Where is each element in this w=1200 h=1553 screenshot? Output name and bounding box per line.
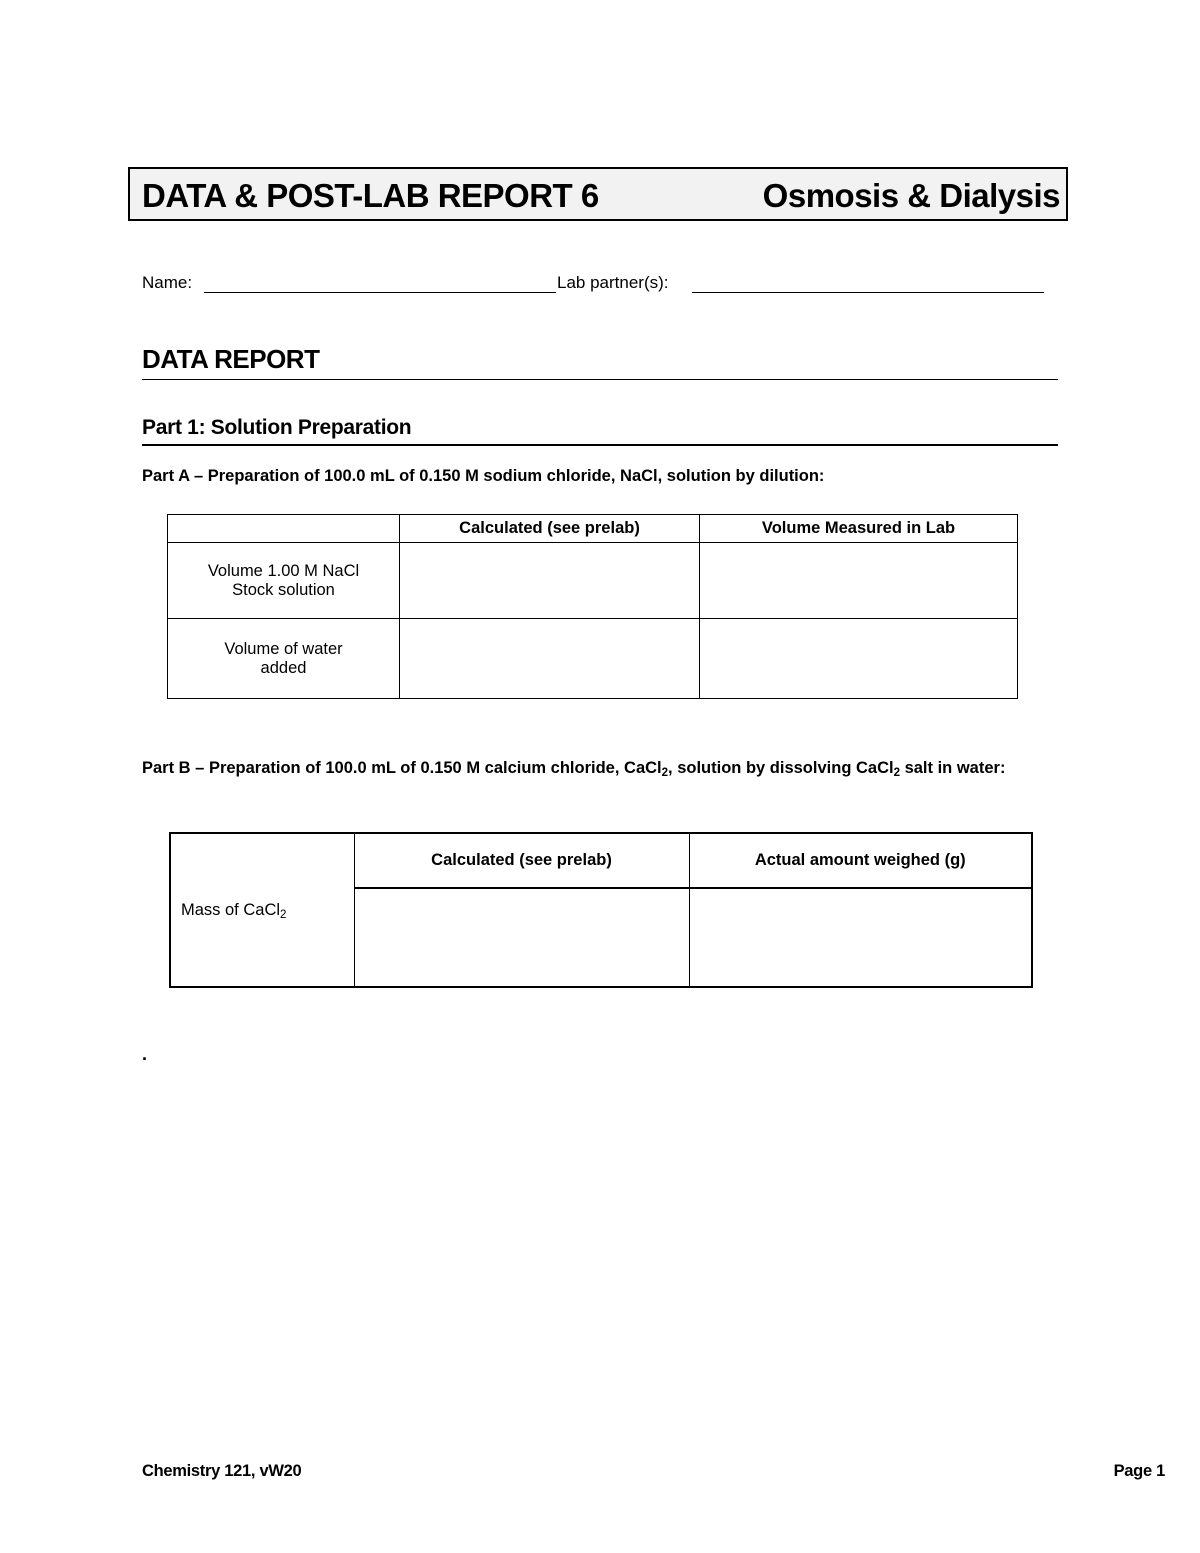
row-label-line: Stock solution (232, 580, 335, 599)
table-header-cell: Calculated (see prelab) (400, 515, 700, 543)
row-label-text: Mass of CaCl (181, 900, 281, 919)
calculated-water-volume-input[interactable] (400, 619, 700, 699)
partA-instruction: Part A – Preparation of 100.0 mL of 0.150 M sodium chloride, NaCl, solution by dilution: (142, 467, 825, 485)
part1-heading: Part 1: Solution Preparation (142, 416, 412, 439)
subscript: 2 (280, 908, 287, 921)
table-row (168, 543, 1018, 619)
partB-text: , solution by dissolving CaCl (668, 759, 894, 777)
row-label-line: Volume of water (224, 639, 343, 658)
footer-course: Chemistry 121, vW20 (142, 1462, 302, 1480)
table-header-cell: Calculated (see prelab) (354, 833, 689, 888)
name-field[interactable] (204, 292, 556, 293)
part1-rule (142, 444, 1058, 446)
measured-stock-volume-input[interactable] (700, 543, 1018, 619)
title-banner (128, 167, 1068, 221)
partner-label: Lab partner(s): (557, 273, 669, 292)
table-row (168, 619, 1018, 699)
partner-field[interactable] (692, 292, 1044, 293)
report-title: DATA & POST-LAB REPORT 6 (142, 177, 599, 214)
table-header-cell: Actual amount weighed (g) (689, 833, 1032, 888)
actual-mass-input[interactable] (689, 888, 1032, 987)
calculated-stock-volume-input[interactable] (400, 543, 700, 619)
subscript: 2 (893, 767, 900, 779)
table-header-row (168, 515, 1018, 543)
stray-mark: . (142, 1044, 148, 1064)
footer-page-number: Page 1 (1113, 1462, 1165, 1480)
calculated-mass-input[interactable] (354, 888, 689, 987)
row-label (170, 833, 354, 987)
row-label (168, 619, 400, 699)
measured-water-volume-input[interactable] (700, 619, 1018, 699)
row-label (168, 543, 400, 619)
table-header-cell (168, 515, 400, 543)
subscript: 2 (661, 767, 669, 779)
table-header-cell: Volume Measured in Lab (700, 515, 1018, 543)
data-report-heading: DATA REPORT (142, 344, 320, 374)
row-label-line: Volume 1.00 M NaCl (207, 561, 360, 580)
partB-text: Part B – Preparation of 100.0 mL of 0.150 M calcium chloride, CaCl (142, 759, 662, 777)
partB-instruction (142, 755, 1058, 781)
row-label-line: added (260, 658, 307, 677)
name-label: Name: (142, 273, 193, 292)
partB-text: salt in water: (900, 759, 1006, 777)
heading-rule (142, 379, 1058, 380)
partA-table (167, 514, 1018, 699)
partB-table (169, 832, 1033, 988)
experiment-title: Osmosis & Dialysis (762, 177, 1060, 214)
table-header-row (170, 833, 1032, 888)
